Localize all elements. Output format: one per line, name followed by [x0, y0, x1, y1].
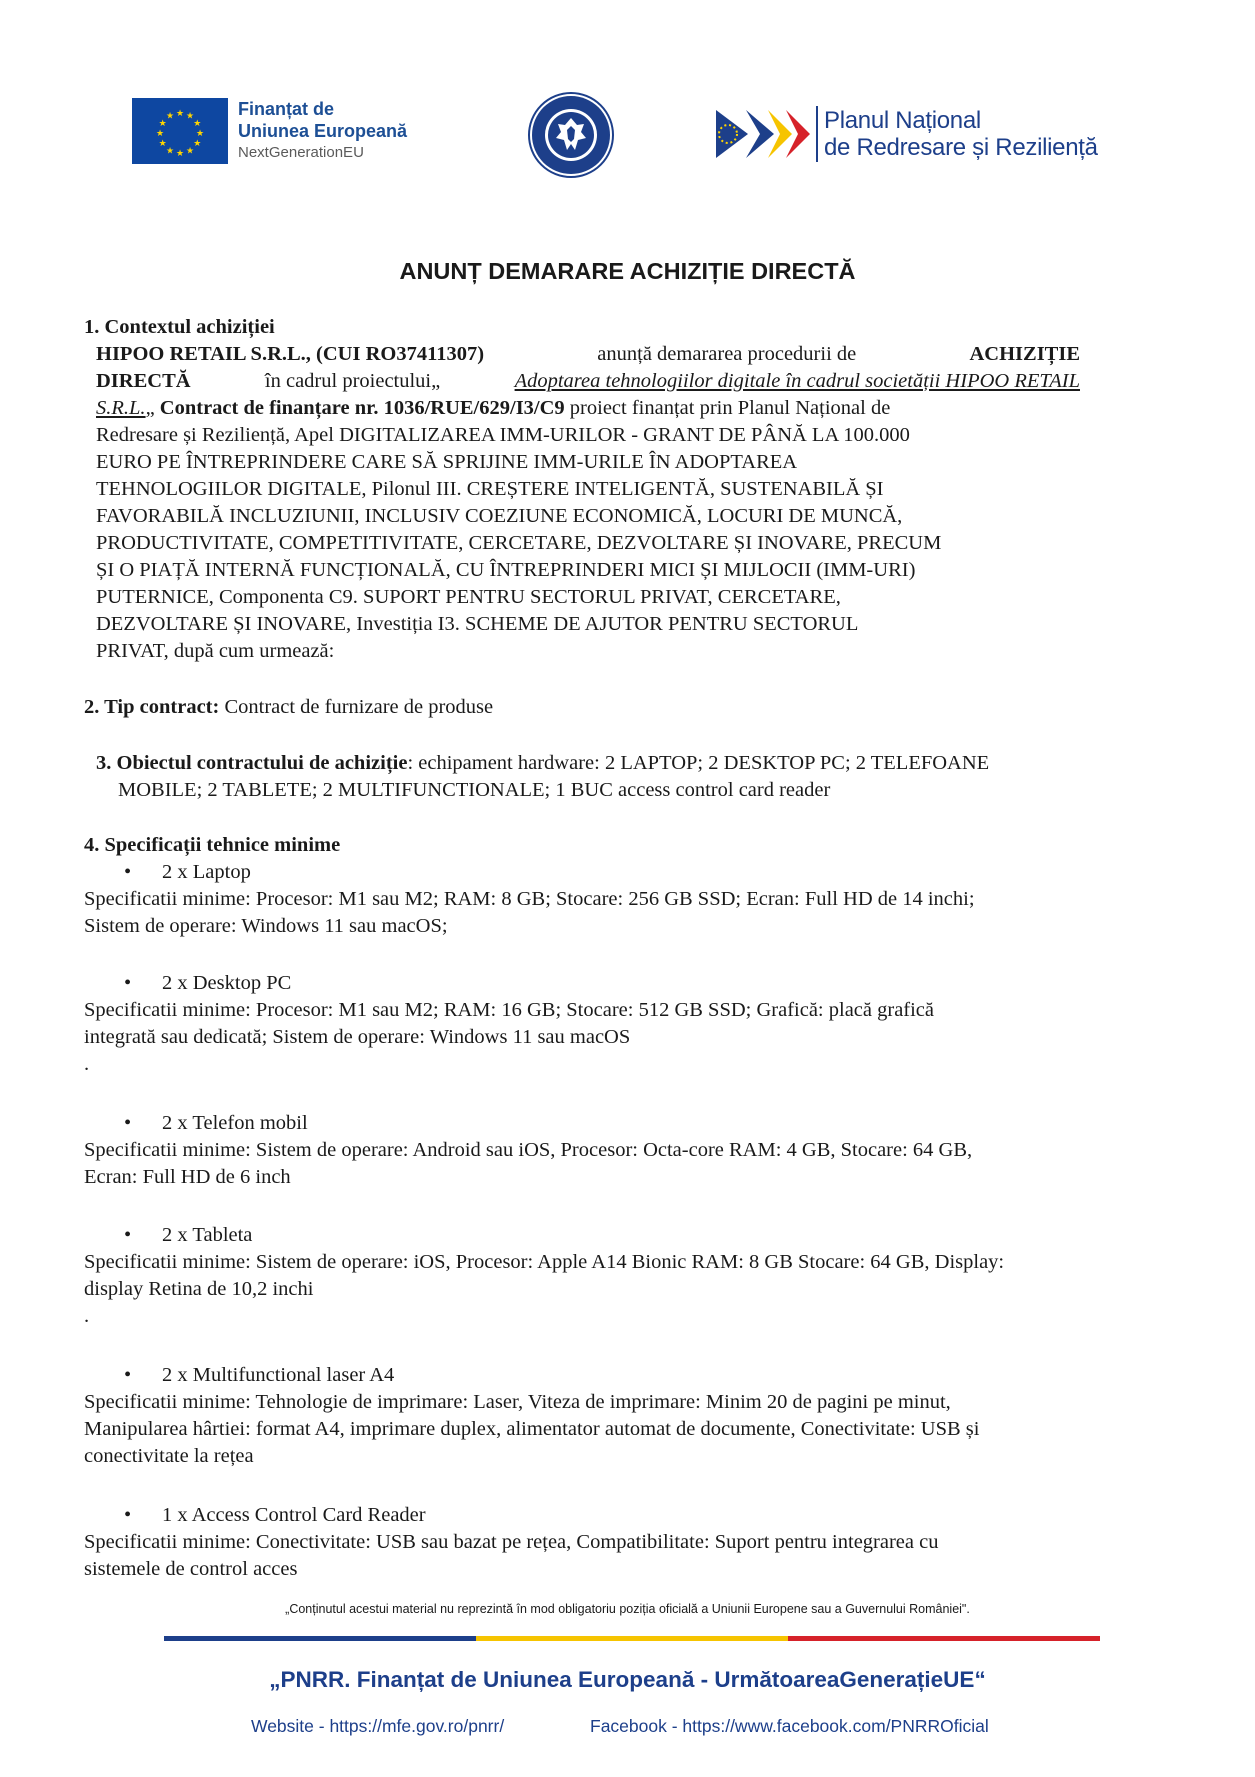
- spec-item-title: • 2 x Laptop: [124, 859, 251, 886]
- section1-line3: S.R.L.„ Contract de finanțare nr. 1036/RUE/629/I3/C9 proiect finanțat prin Planul Național de: [96, 397, 891, 419]
- pnrr-slogan: „PNRR. Finanțat de Uniunea Europeană - UrmătoareaGenerațieUE“: [269, 1667, 986, 1692]
- facebook-link[interactable]: Facebook - https://www.facebook.com/PNRROficial: [590, 1716, 989, 1736]
- section1-body-line: TEHNOLOGIILOR DIGITALE, Pilonul III. CREȘTERE INTELIGENTĂ, SUSTENABILĂ ȘI: [96, 478, 884, 500]
- section1-body-line: PUTERNICE, Componenta C9. SUPORT PENTRU SECTORUL PRIVAT, CERCETARE,: [96, 586, 841, 608]
- spec-text: Specificatii minime: Procesor: M1 sau M2; RAM: 8 GB; Stocare: 256 GB SSD; Ecran: Full HD de 14 inchi;: [84, 888, 975, 910]
- section3-line2: MOBILE; 2 TABLETE; 2 MULTIFUNCTIONALE; 1 BUC access control card reader: [118, 779, 831, 801]
- company-name: HIPOO RETAIL S.R.L., (CUI RO37411307): [96, 343, 485, 365]
- section3-line1: 3. Obiectul contractului de achiziție: echipament hardware: 2 LAPTOP; 2 DESKTOP PC; 2 TELEFOANE: [96, 752, 990, 774]
- section1-line2: DIRECTĂ în cadrul proiectului„ Adoptarea tehnologiilor digitale în cadrul societății HIPOO RETAIL: [96, 368, 1080, 395]
- document-title: ANUNȚ DEMARARE ACHIZIȚIE DIRECTĂ: [399, 258, 856, 284]
- spec-text: Specificatii minime: Conectivitate: USB sau bazat pe rețea, Compatibilitate: Suport pentru integrarea cu: [84, 1531, 939, 1553]
- spec-text: .: [84, 1305, 90, 1327]
- pnrr-logo-line1: Planul Național: [824, 107, 981, 134]
- spec-item-title: • 2 x Tableta: [124, 1222, 252, 1249]
- svg-text:★: ★: [158, 139, 167, 149]
- svg-text:★: ★: [158, 119, 167, 129]
- section1-body-line: FAVORABILĂ INCLUZIUNII, INCLUSIV COEZIUNE ECONOMICĂ, LOCURI DE MUNCĂ,: [96, 505, 903, 527]
- spec-item-title: • 1 x Access Control Card Reader: [124, 1502, 426, 1529]
- section1-body-line: DEZVOLTARE ȘI INOVARE, Investiția I3. SCHEME DE AJUTOR PENTRU SECTORUL: [96, 613, 859, 635]
- pnrr-arrows-icon: [716, 104, 812, 164]
- section4-heading: 4. Specificații tehnice minime: [84, 834, 341, 856]
- spec-item-title: • 2 x Multifunctional laser A4: [124, 1362, 394, 1389]
- svg-text:★: ★: [175, 109, 185, 119]
- section1-line1: HIPOO RETAIL S.R.L., (CUI RO37411307) anunță demararea procedurii de ACHIZIȚIE: [96, 341, 1080, 368]
- spec-text: Specificatii minime: Procesor: M1 sau M2; RAM: 16 GB; Stocare: 512 GB SSD; Grafică: placă grafică: [84, 999, 935, 1021]
- tricolor-stripe: [164, 1636, 1100, 1641]
- spec-text: Sistem de operare: Windows 11 sau macOS;: [84, 915, 448, 937]
- eu-logo-line3: NextGenerationEU: [238, 144, 364, 161]
- spec-item-title: • 2 x Telefon mobil: [124, 1110, 308, 1137]
- svg-text:★: ★: [193, 119, 202, 129]
- spec-text: display Retina de 10,2 inchi: [84, 1278, 314, 1300]
- svg-text:★: ★: [165, 111, 175, 122]
- eu-funding-logo: [132, 98, 407, 164]
- section2: [84, 694, 493, 721]
- eu-logo-line2: Uniunea Europeană: [238, 121, 408, 141]
- spec-text: Ecran: Full HD de 6 inch: [84, 1166, 291, 1188]
- spec-item-title: • 2 x Desktop PC: [124, 970, 291, 997]
- section1-body-line: Redresare și Reziliență, Apel DIGITALIZAREA IMM-URILOR - GRANT DE PÂNĂ LA 100.000: [96, 424, 910, 446]
- spec-text: sistemele de control acces: [84, 1558, 298, 1580]
- pnrr-logo: [716, 104, 1098, 164]
- section2-heading: 2. Tip contract:: [84, 696, 220, 718]
- svg-text:★: ★: [155, 129, 165, 139]
- pnrr-divider: [816, 106, 818, 162]
- government-seal-icon: [528, 92, 614, 178]
- eu-flag-icon: [132, 98, 228, 164]
- svg-text:★: ★: [175, 149, 185, 159]
- svg-text:★: ★: [185, 111, 195, 122]
- spec-text: Specificatii minime: Tehnologie de imprimare: Laser, Viteza de imprimare: Minim 20 de pagini pe minut,: [84, 1391, 951, 1413]
- eu-logo-line1: Finanțat de: [238, 99, 335, 119]
- section1-heading: 1. Contextul achiziției: [84, 316, 275, 338]
- svg-text:★: ★: [185, 146, 195, 157]
- spec-text: Specificatii minime: Sistem de operare: iOS, Procesor: Apple A14 Bionic RAM: 8 GB Stocare: 64 GB, Display:: [84, 1251, 1005, 1273]
- spec-text: integrată sau dedicată; Sistem de operare: Windows 11 sau macOS: [84, 1026, 631, 1048]
- section1-body-line: EURO PE ÎNTREPRINDERE CARE SĂ SPRIJINE IMM-URILE ÎN ADOPTAREA: [96, 451, 798, 473]
- section1-body-line: PRODUCTIVITATE, COMPETITIVITATE, CERCETARE, DEZVOLTARE ȘI INOVARE, PRECUM: [96, 532, 942, 554]
- svg-text:★: ★: [165, 146, 175, 157]
- svg-text:★: ★: [193, 139, 202, 149]
- website-link[interactable]: Website - https://mfe.gov.ro/pnrr/: [251, 1716, 505, 1736]
- svg-text:★: ★: [195, 129, 205, 139]
- spec-text: Specificatii minime: Sistem de operare: Android sau iOS, Procesor: Octa-core RAM: 4 GB, Stocare: 64 GB,: [84, 1139, 973, 1161]
- disclaimer-text: „Conținutul acestui material nu reprezintă în mod obligatoriu poziția oficială a Uniunii Europene sau a Guvernului României".: [285, 1602, 970, 1616]
- section1-body-line: ȘI O PIAȚĂ INTERNĂ FUNCȚIONALĂ, CU ÎNTREPRINDERI MICI ȘI MIJLOCII (IMM-URI): [96, 559, 916, 581]
- spec-text: Manipularea hârtiei: format A4, imprimare duplex, alimentator automat de documente, Conectivitate: USB și: [84, 1418, 980, 1440]
- project-title: Adoptarea tehnologiilor digitale în cadrul societății HIPOO RETAIL: [514, 370, 1080, 392]
- pnrr-logo-line2: de Redresare și Reziliență: [824, 134, 1098, 161]
- section1-body-line: PRIVAT, după cum urmează:: [96, 640, 335, 662]
- contract-type: Contract de furnizare de produse: [224, 696, 494, 718]
- section3-heading: 3. Obiectul contractului de achiziție: [96, 752, 408, 774]
- spec-text: conectivitate la rețea: [84, 1445, 254, 1467]
- contract-number: Contract de finanțare nr. 1036/RUE/629/I3/C9: [159, 397, 565, 419]
- spec-text: .: [84, 1053, 90, 1075]
